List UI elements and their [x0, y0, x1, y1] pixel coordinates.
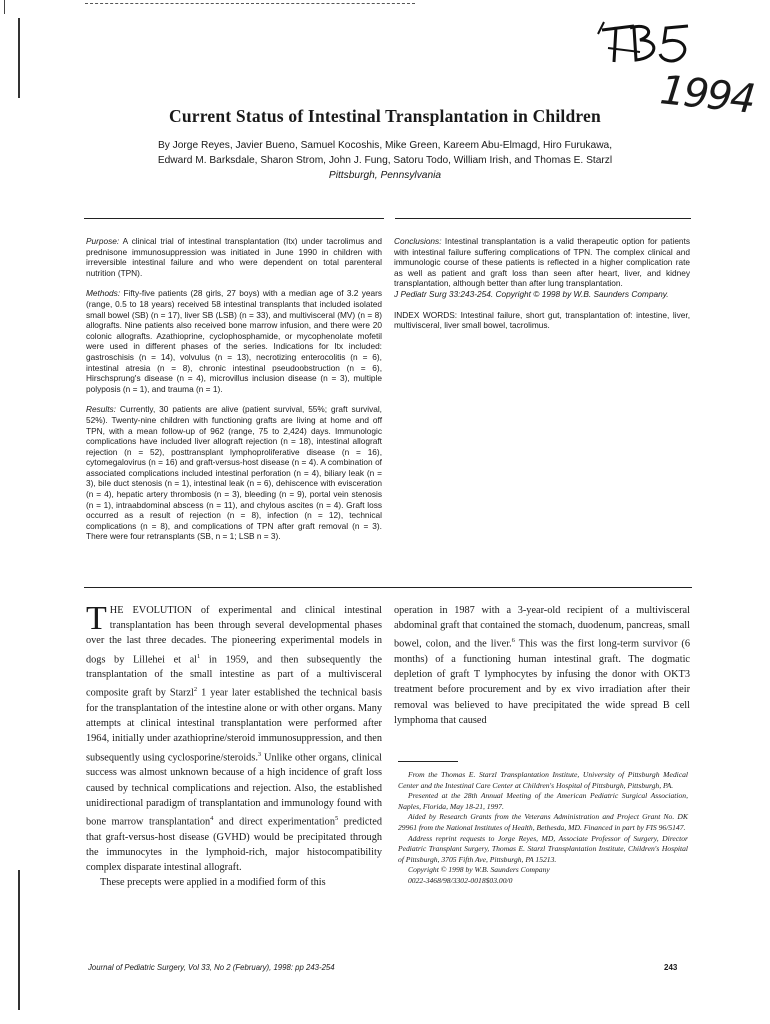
handwritten-stamp [596, 18, 696, 68]
methods-label: Methods: [86, 288, 121, 299]
scan-artifact-top [85, 3, 415, 4]
body-column-left [86, 600, 383, 890]
body-column-right [394, 603, 690, 728]
index-words: INDEX WORDS: Intestinal failure, short gut, transplantation of: intestine, liver, multivisceral, liver small bowel, tacrolimus. [394, 309, 690, 331]
opening-words: HE EVOLUTION [109, 605, 192, 616]
handwritten-year: 1994 [657, 67, 756, 123]
scan-artifact-left-edge [18, 18, 20, 98]
reference-4[interactable]: 4 [210, 814, 214, 822]
reference-6[interactable]: 6 [511, 637, 515, 645]
abstract-purpose: Purpose: A clinical trial of intestinal transplantation (Itx) under tacrolimus and prednisone immunosuppression was initiated in June 1990 in children with irreversible intestinal failure and who were dependent on total parenteral nutrition (TPN). [86, 236, 382, 278]
abstract-conclusions: Conclusions: Intestinal transplantation is a valid therapeutic option for patients with intestinal failure suffering complications of TPN. The complex clinical and immunologic course of these patients is reflected in a higher complication rate as well as patient and graft loss than seen after heart, liver, and kidney transplantation, although better than after lung transplantation. J Pediatr Surg 33:243-254. Copyright © 1998 by W.B. Saunders Company. [394, 236, 690, 299]
drop-cap: T [86, 600, 107, 637]
scan-artifact-corner [4, 0, 13, 14]
body-paragraph-right: operation in 1987 with a 3-year-old recipient of a multivisceral abdominal graft that contained the stomach, duodenum, pancreas, small bowel, colon, and the liver.$^6$ This was the first long-term survivor (6 months) of a functioning human intestinal graft. The dogmatic depletion of graft T lymphocytes by infusing the donor with OKT3 treatment before procurement and by ex vivo irradiation after their removal was believed to have precipitated the wide spread B cell lymphoma that caused [394, 605, 690, 726]
abstract-column-left [86, 236, 382, 552]
authors-line-2: Edward M. Barksdale, Sharon Strom, John J. Fung, Satoru Todo, William Irish, and Thomas E. Starzl [157, 155, 613, 166]
reference-2[interactable]: 2 [193, 686, 198, 694]
footnote-institution: From the Thomas E. Starzl Transplantation Institute, University of Pittsburgh Medical Center and the Intestinal Care Center at Children's Hospital of Pittsburgh, Pittsburgh, PA. [398, 770, 688, 790]
conclusions-label: Conclusions: [394, 236, 442, 246]
footnote-presented: Presented at the 28th Annual Meeting of the American Pediatric Surgical Association, Naples, Florida, May 18-21, 1997. [398, 791, 688, 811]
abstract-rule-right [395, 218, 691, 219]
abstract-results: Results: Currently, 30 patients are alive (patient survival, 55%; graft survival, 52%). Twenty-nine children with functioning grafts are living at home and off TPN, with a mean follow-up of 962 (range, 75 to 2,424) days. Immunologic complications have included liver allograft rejection (n = 18), intestinal allograft rejection (n = 52), posttransplant lymphoproliferative disease (n = 16), cytomegalovirus (n = 16) and graft-versus-host disease (n = 4). A combination of associated complications included intestinal perforation (n = 4), biliary leak (n = 3), bile duct stenosis (n = 1), intestinal leak (n = 6), dehiscence with evisceration (n = 4), hepatic artery thrombosis (n = 3), bleeding (n = 9), portal vein stenosis (n = 1), intraabdominal abscess (n = 11), and chylous ascites (n = 4). Graft loss occurred as a result of rejection (n = 8), infection (n = 12), technical complications (n = 8), and complications of TPN after graft removal (n = 3). There were four retransplants (SB, n = 1; LSB n = 3). [86, 404, 382, 542]
abstract-rule-left [84, 218, 384, 219]
footnote-code: 0022-3468/98/3302-0018$03.00/0 [408, 875, 513, 885]
footnote-copyright: Copyright © 1998 by W.B. Saunders Company [408, 865, 550, 875]
page-number: 243 [664, 963, 678, 972]
article-title: Current Status of Intestinal Transplantation in Children [169, 106, 601, 126]
purpose-label: Purpose: [86, 236, 120, 246]
footnotes [398, 770, 688, 887]
author-block [80, 138, 690, 183]
reference-1[interactable]: 1 [197, 652, 201, 660]
footnote-rule [398, 761, 458, 762]
body-paragraph-1: THE EVOLUTION of experimental and clinical intestinal transplantation has been through several developmental phases over the last three decades. The pioneering experimental models in dogs by Lillehei et $al^1$ in 1959, and then subsequently the transplantation of the small intestine as part of a multivisceral composite graft by Starzl$^2$ 1 year later established the technical basis for the transplantation of the intestine alone or with other organs. Many attempts at clinical intestinal transplantation were performed after 1964, initially under azathioprine/steroid immunosuppression, and then subsequently using cyclosporine/steroids.$^3$ Unlike other organs, clinical success was almost unknown because of a high incidence of graft loss caused by technical complications and rejection. Also, the established unidirectional paradigm of transplantation and immunology found with bone marrow transplantation$^4$ and direct experimentation$^5$ predicted that graft-versus-host disease (GVHD) would be precipitated through the immunocytes in the lymphoid-rich, major histocompatibility complex disparate intestinal allograft. [86, 600, 383, 873]
abstract-citation: J Pediatr Surg 33:243-254. Copyright © 1998 by W.B. Saunders Company. [394, 288, 669, 299]
abstract-rule-bottom [84, 587, 692, 588]
abstract-methods: Methods: Fifty-five patients (28 girls, 27 boys) with a median age of 3.2 years (range, 0.5 to 18 years) received 58 intestinal transplants that included isolated small bowel (SB) (n = 17), liver SB (LSB) (n = 33), and multivisceral (MV) (n = 8) allografts. Nine patients also received bone marrow infusion, and there were 20 colonic allografts. Azathioprine, cyclophosphamide, or mycophenolate mofetil were used in different phases of the series. Indications for Itx included: gastroschisis (n = 14), volvulus (n = 13), necrotizing enterocolitis (n = 6), intestinal atresia (n = 8), chronic intestinal pseudoobstruction (n = 6), Hirschsprung's disease (n = 4), microvillus inclusion disease (n = 3), multiple polyposis (n = 1), and trauma (n = 1). [86, 288, 382, 394]
reference-5[interactable]: 5 [334, 814, 339, 822]
body-paragraph-2: These precepts were applied in a modified form of this [100, 877, 326, 889]
authors-line-1: By Jorge Reyes, Javier Bueno, Samuel Kocoshis, Mike Green, Kareem Abu-Elmagd, Hiro Furukawa, [157, 140, 613, 151]
abstract-column-right [394, 236, 690, 341]
footnote-funding: Aided by Research Grants from the Veterans Administration and Project Grant No. DK 29961 from the National Institutes of Health, Bethesda, MD. Financed in part by FIS 96/5147. [398, 812, 688, 832]
journal-footer: Journal of Pediatric Surgery, Vol 33, No 2 (February), 1998: pp 243-254 [88, 963, 335, 972]
scan-artifact-left-edge-lower [18, 870, 20, 1010]
reference-3[interactable]: 3 [257, 750, 262, 758]
author-affiliation: Pittsburgh, Pennsylvania [328, 170, 442, 181]
footnote-reprints: Address reprint requests to Jorge Reyes, MD, Associate Professor of Surgery, Director Pediatric Transplant Surgery, Thomas E. Starzl Transplantation Institute, Children's Hospital of Pittsburgh, 3705 Fifth Ave, Pittsburgh, PA 15213. [398, 833, 688, 864]
results-label: Results: [86, 404, 116, 415]
